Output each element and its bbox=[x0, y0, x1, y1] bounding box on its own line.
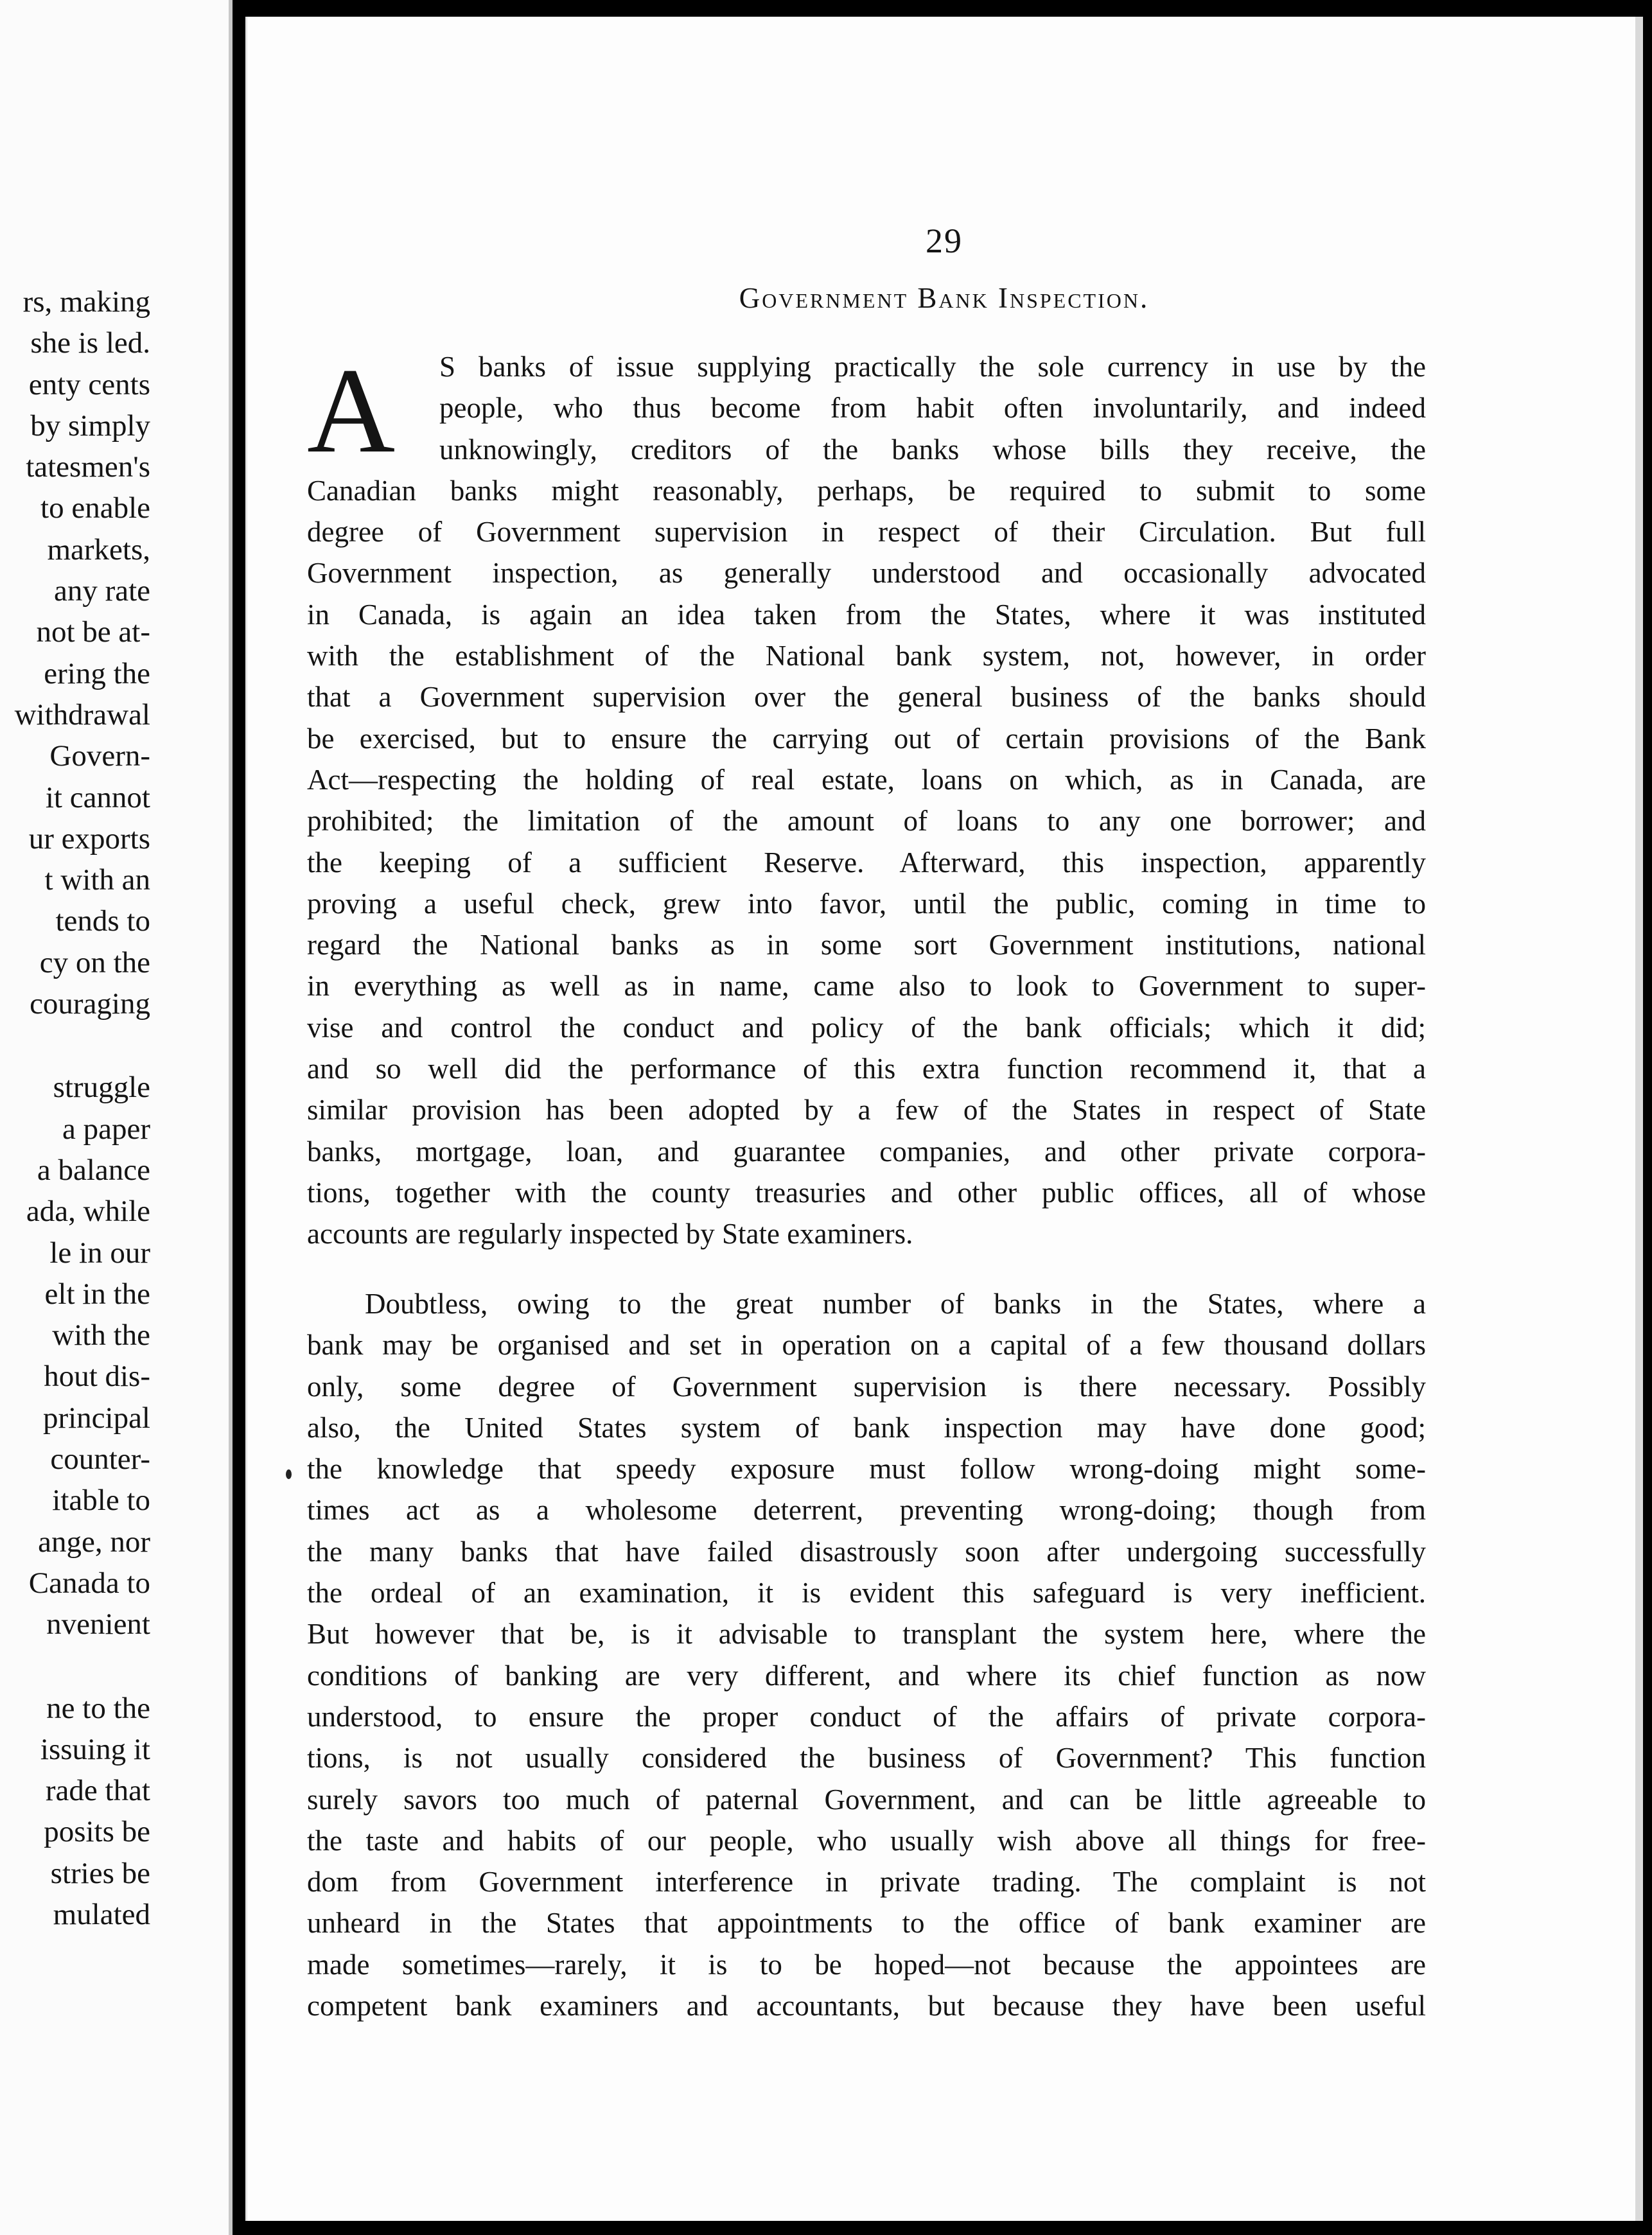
paragraph-2-line: unheard in the States that appointments to the office of bank examiner are bbox=[307, 1907, 1426, 1940]
paragraph-2-line: conditions of banking are very different, and where its chief function as now bbox=[307, 1659, 1426, 1692]
left-page-line: she is led. bbox=[30, 326, 150, 360]
paragraph-1-line: people, who thus become from habit often involuntarily, and indeed bbox=[439, 392, 1426, 425]
left-page-line bbox=[15, 1024, 150, 1067]
paragraph-2-line: only, some degree of Government supervision is there necessary. Possibly bbox=[307, 1370, 1426, 1403]
paragraph-2-line: times act as a wholesome deterrent, preventing wrong-doing; though from bbox=[307, 1494, 1426, 1527]
left-page-line: ada, while bbox=[26, 1195, 150, 1229]
left-page bbox=[0, 0, 233, 2235]
drop-cap: A bbox=[307, 344, 396, 478]
paragraph-2-line: the many banks that have failed disastrously soon after undergoing successfully bbox=[307, 1535, 1426, 1568]
paragraph-1-line: be exercised, but to ensure the carrying out of certain provisions of the Bank bbox=[307, 722, 1426, 755]
left-page-line: elt in the bbox=[44, 1277, 150, 1311]
left-page-line: markets, bbox=[47, 532, 150, 566]
paragraph-2-line: also, the United States system of bank inspection may have done good; bbox=[307, 1411, 1426, 1444]
left-page-line: le in our bbox=[49, 1236, 150, 1270]
paragraph-2-line: bank may be organised and set in operation on a capital of a few thousand dollars bbox=[307, 1329, 1426, 1362]
left-page-line: stries be bbox=[50, 1856, 150, 1890]
right-page-gutter-edge bbox=[245, 17, 247, 2221]
left-page-line: posits be bbox=[44, 1815, 150, 1849]
left-page-line: it cannot bbox=[45, 780, 150, 814]
paragraph-1-line: vise and control the conduct and policy of the bank officials; which it did; bbox=[307, 1011, 1426, 1044]
paragraph-1-line: regard the National banks as in some sort Government institutions, national bbox=[307, 929, 1426, 961]
left-page-line: Canada to bbox=[28, 1566, 150, 1600]
left-page-text-fragment bbox=[15, 281, 150, 1935]
paragraph-2-line: tions, is not usually considered the business of Government? This function bbox=[307, 1742, 1426, 1775]
paragraph-1-line: in everything as well as in name, came also to look to Government to super- bbox=[307, 970, 1426, 1003]
left-page-line: counter- bbox=[50, 1442, 150, 1477]
right-page bbox=[245, 17, 1643, 2221]
right-page-outer-edge bbox=[1635, 17, 1643, 2221]
paragraph-2-line: Doubtless, owing to the great number of banks in the States, where a bbox=[365, 1288, 1426, 1320]
paragraph-2-line: the ordeal of an examination, it is evident this safeguard is very inefficient. bbox=[307, 1577, 1426, 1609]
page-number: 29 bbox=[926, 222, 963, 260]
left-page-line: principal bbox=[42, 1401, 150, 1435]
left-page-line: mulated bbox=[53, 1897, 150, 1931]
paragraph-1-line: that a Government supervision over the general business of the banks should bbox=[307, 681, 1426, 714]
paragraph-1-line: in Canada, is again an idea taken from the States, where it was instituted bbox=[307, 598, 1426, 631]
left-page-line: cy on the bbox=[39, 945, 150, 979]
left-page-line: hout dis- bbox=[44, 1360, 150, 1394]
left-page-line: ur exports bbox=[28, 821, 150, 855]
paragraph-2-line: made sometimes—rarely, it is to be hoped—not because the appointees are bbox=[307, 1948, 1426, 1981]
left-page-line: enty cents bbox=[28, 367, 150, 401]
paragraph-1-line: degree of Government supervision in respect of their Circulation. But full bbox=[307, 516, 1426, 548]
paragraph-2-line: the taste and habits of our people, who usually wish above all things for free- bbox=[307, 1824, 1426, 1857]
left-page-line: issuing it bbox=[40, 1732, 150, 1766]
paragraph-1 bbox=[307, 346, 1426, 1255]
left-page-line: rade that bbox=[45, 1774, 150, 1808]
left-page-line: with the bbox=[52, 1319, 150, 1353]
paragraph-1-line: unknowingly, creditors of the banks whose bills they receive, the bbox=[439, 433, 1426, 466]
paragraph-1-line: S banks of issue supplying practically the sole currency in use by the bbox=[439, 351, 1426, 383]
left-page-line: withdrawal bbox=[14, 697, 150, 732]
left-page-line: nvenient bbox=[46, 1608, 150, 1642]
left-page-line: rs, making bbox=[22, 285, 150, 319]
left-page-line: itable to bbox=[52, 1484, 150, 1518]
left-page-line: ering the bbox=[44, 656, 150, 690]
left-page-line: t with an bbox=[44, 863, 150, 897]
left-page-line: any rate bbox=[53, 574, 150, 608]
paragraph-2-line: the knowledge that speedy exposure must follow wrong-doing might some- bbox=[307, 1453, 1426, 1486]
paragraph-1-line: with the establishment of the National bank system, not, however, in order bbox=[307, 640, 1426, 672]
paragraph-1-line: prohibited; the limitation of the amount of loans to any one borrower; and bbox=[307, 805, 1426, 837]
left-page-line: couraging bbox=[30, 987, 150, 1021]
left-page-edge bbox=[229, 0, 233, 2235]
left-page-line: not be at- bbox=[36, 615, 150, 649]
paragraph-1-line: banks, mortgage, loan, and guarantee companies, and other private corpora- bbox=[307, 1135, 1426, 1168]
paragraph-1-line: proving a useful check, grew into favor, until the public, coming in time to bbox=[307, 887, 1426, 920]
left-page-line: a paper bbox=[62, 1112, 150, 1146]
left-page-line: a balance bbox=[37, 1153, 150, 1187]
paragraph-1-line: the keeping of a sufficient Reserve. Afterward, this inspection, apparently bbox=[307, 846, 1426, 879]
paragraph-2-line: dom from Government interference in private trading. The complaint is not bbox=[307, 1866, 1426, 1898]
paragraph-2-line: surely savors too much of paternal Government, and can be little agreeable to bbox=[307, 1783, 1426, 1816]
left-page-line: tends to bbox=[55, 904, 150, 938]
section-heading: Government Bank Inspection. bbox=[739, 282, 1150, 314]
paragraph-1-line: and so well did the performance of this extra function recommend it, that a bbox=[307, 1053, 1426, 1085]
left-page-line: ne to the bbox=[46, 1691, 150, 1725]
paragraph-1-line: Canadian banks might reasonably, perhaps, be required to submit to some bbox=[307, 474, 1426, 507]
paragraph-2-line: understood, to ensure the proper conduct of the affairs of private corpora- bbox=[307, 1700, 1426, 1733]
paragraph-1-line: similar provision has been adopted by a few of the States in respect of State bbox=[307, 1094, 1426, 1126]
left-page-line: to enable bbox=[40, 491, 150, 525]
paragraph-1-line: Government inspection, as generally understood and occasionally advocated bbox=[307, 557, 1426, 590]
left-page-line: tatesmen's bbox=[26, 450, 150, 484]
paragraph-2 bbox=[307, 1283, 1426, 2026]
left-page-line: by simply bbox=[30, 408, 150, 443]
left-page-line: ange, nor bbox=[38, 1525, 150, 1559]
margin-ink-mark bbox=[286, 1469, 292, 1479]
paragraph-1-line: accounts are regularly inspected by State examiners. bbox=[307, 1218, 913, 1250]
left-page-line: struggle bbox=[53, 1071, 150, 1105]
paragraph-1-line: tions, together with the county treasuries and other public offices, all of whose bbox=[307, 1176, 1426, 1209]
paragraph-1-line: Act—respecting the holding of real estate, loans on which, as in Canada, are bbox=[307, 763, 1426, 796]
paragraph-2-line: But however that be, is it advisable to transplant the system here, where the bbox=[307, 1618, 1426, 1651]
left-page-line: Govern- bbox=[49, 739, 150, 773]
left-page-line bbox=[15, 1645, 150, 1688]
paragraph-2-line: competent bank examiners and accountants, but because they have been useful bbox=[307, 1990, 1426, 2022]
